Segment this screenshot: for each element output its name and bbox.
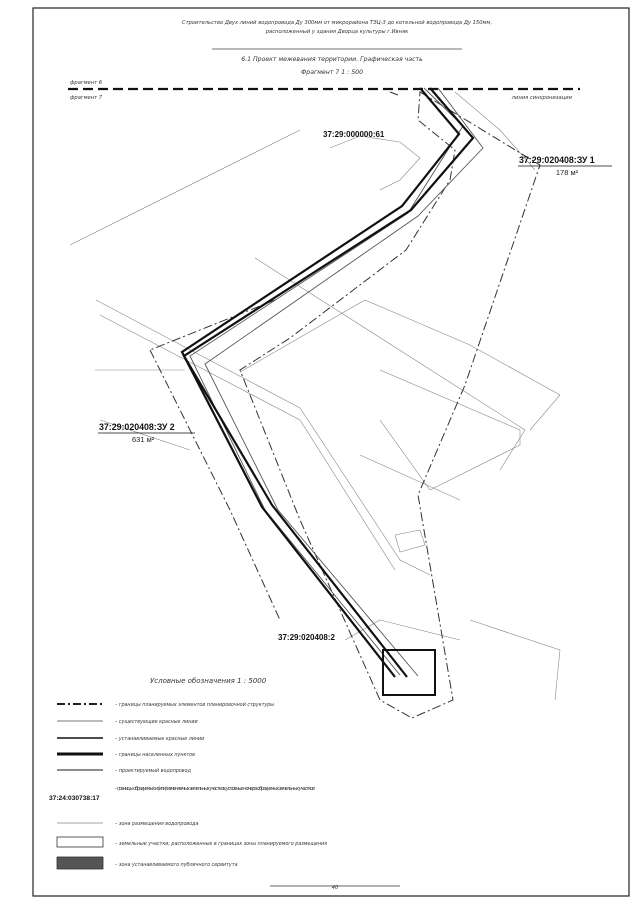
legend <box>49 677 327 869</box>
legend-item-label: – проектируемый водопровод <box>115 769 191 774</box>
legend-parcel-code-sample: 37:24:030738:17 <box>49 795 100 802</box>
legend-item-label: – границы населенных пунктов <box>115 753 195 758</box>
page-number: 40 <box>331 885 339 891</box>
designed-waterpipe <box>182 88 473 677</box>
sheet-frame <box>33 8 629 896</box>
borders-label: линия синхронизации <box>511 95 572 101</box>
parcel-61-label: 37:29:000000:61 <box>323 130 385 139</box>
zu1-code-label: 37:29:020408:ЗУ 1 <box>519 155 595 165</box>
legend-title: Условные обозначения 1 : 5000 <box>150 677 267 685</box>
legend-item-label: – существующие красные линии <box>115 720 198 725</box>
fragment-7-label: фрагмент 7 <box>70 95 103 101</box>
legend-item-label: – границы планируемых элементов планировочной структуры <box>115 703 275 708</box>
parcel-2-label: 37:29:020408:2 <box>278 633 335 642</box>
legend-item-label: – устанавливаемые красные линии <box>115 737 205 742</box>
cadastral-lines <box>70 92 560 700</box>
zu1-area-label: 178 м² <box>555 168 579 177</box>
zu2-area-label: 631 м² <box>132 435 155 444</box>
legend-item-label: – земельные участки, расположенные в границах зоны планируемого размещения <box>115 842 327 847</box>
header-title-line2: расположенный у здания Дворца культуры г.Ивняк <box>265 29 409 35</box>
fragment-6-label: фрагмент 6 <box>70 80 103 86</box>
section-title: 6.1 Проект межевания территории. Графическая часть <box>241 56 423 63</box>
legend-item-label: – зона размещения водопровода <box>115 822 199 827</box>
legend-item-label: – границы образуемых и (или) изменяемых земельных участков, условные номера образуемых земельных участков <box>115 787 315 792</box>
legend-item-label: – зона устанавливаемого публичного сервитута <box>115 863 238 868</box>
fragment-label: Фрагмент 7 1 : 500 <box>300 69 364 76</box>
legend-symbol-land-parcels <box>57 837 103 847</box>
zu2-code-label: 37:29:020408:ЗУ 2 <box>99 422 175 432</box>
header-title-line1: Строительство Двух линий водопровода Ду 300мм от микрорайона ТЭЦ-3 до котельной водопровода Ду 150мм, <box>182 20 492 26</box>
legend-symbol-servitude-zone <box>57 857 103 869</box>
